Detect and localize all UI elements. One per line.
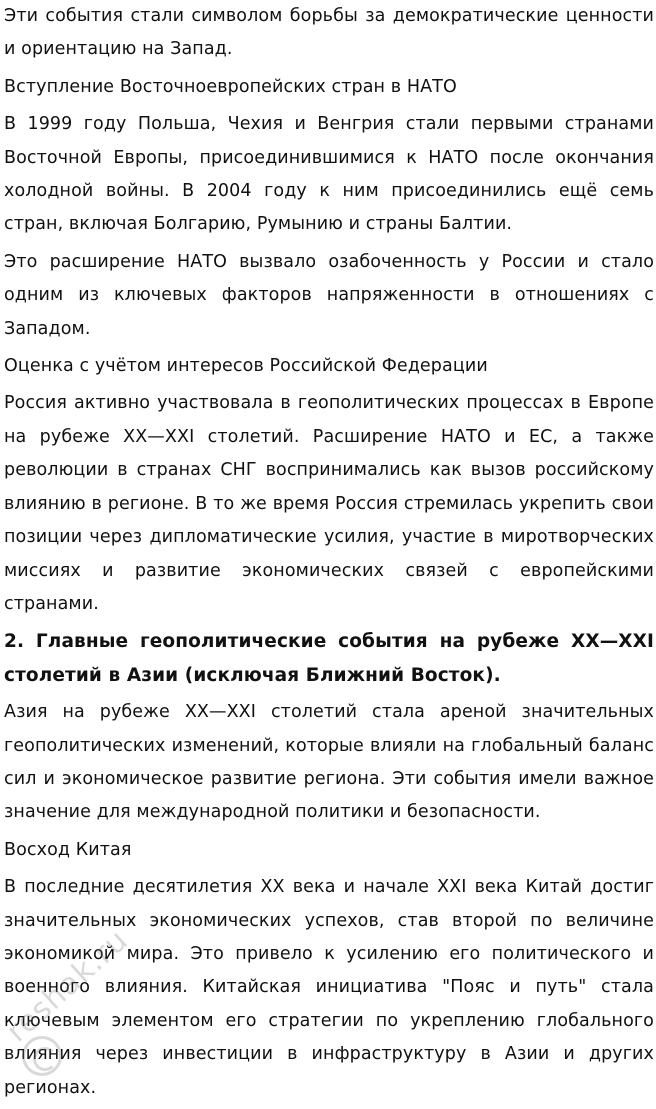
paragraph-asia-overview: Азия на рубеже XX—XXI столетий стала ареной значительных геополитических изменений, которые влияли на глобальный баланс сил и экономическое развитие региона. Эти события имели важное значение для международной политики и безопасности.: [4, 702, 654, 823]
paragraph-nato-1999-2004: В 1999 году Польша, Чехия и Венгрия стали первыми странами Восточной Европы, присоединившимися к НАТО после окончания холодной войны. В 2004 году к ним присоединились ещё семь стран, включая Болгарию, Румынию и страны Балтии.: [4, 114, 654, 235]
section-heading-asia: 2. Главные геополитические события на рубеже XX—XXI столетий в Азии (исключая Ближний Восток).: [4, 631, 654, 686]
subheading-rise-of-china: Восход Китая: [4, 839, 132, 860]
subheading-nato-accession: Вступление Восточноевропейских стран в НАТО: [4, 76, 457, 97]
paragraph-china-growth: В последние десятилетия XX века и начале XXI века Китай достиг значительных экономических успехов, став второй по величине экономикой мира. Это привело к усилению его политического и военного влияния. Китайская инициатива "Пояс и путь" стала ключевым элементом его стратегии по укреплению глобального влияния через инвестиции в инфраструктуру в Азии и других регионах.: [4, 877, 654, 1098]
paragraph-democratic-values: Эти события стали символом борьбы за демократические ценности и ориентацию на Запад.: [4, 6, 654, 60]
paragraph-nato-expansion-concern: Это расширение НАТО вызвало озабоченность у России и стало одним из ключевых факторов напряженности в отношениях с Западом.: [4, 251, 654, 339]
subheading-russia-assessment: Оценка с учётом интересов Российской Федерации: [4, 356, 488, 377]
watermark-text: reshak.ru: [0, 922, 136, 1050]
paragraph-russia-role: Россия активно участвовала в геополитических процессах в Европе на рубеже XX—XXI столетий. Расширение НАТО и ЕС, а также революции в странах СНГ воспринимались как вызов российскому влиянию в регионе. В то же время Россия стремилась укрепить свои позиции через дипломатические усилия, участие в миротворческих миссиях и развитие экономических связей с европейскими странами.: [4, 393, 654, 614]
